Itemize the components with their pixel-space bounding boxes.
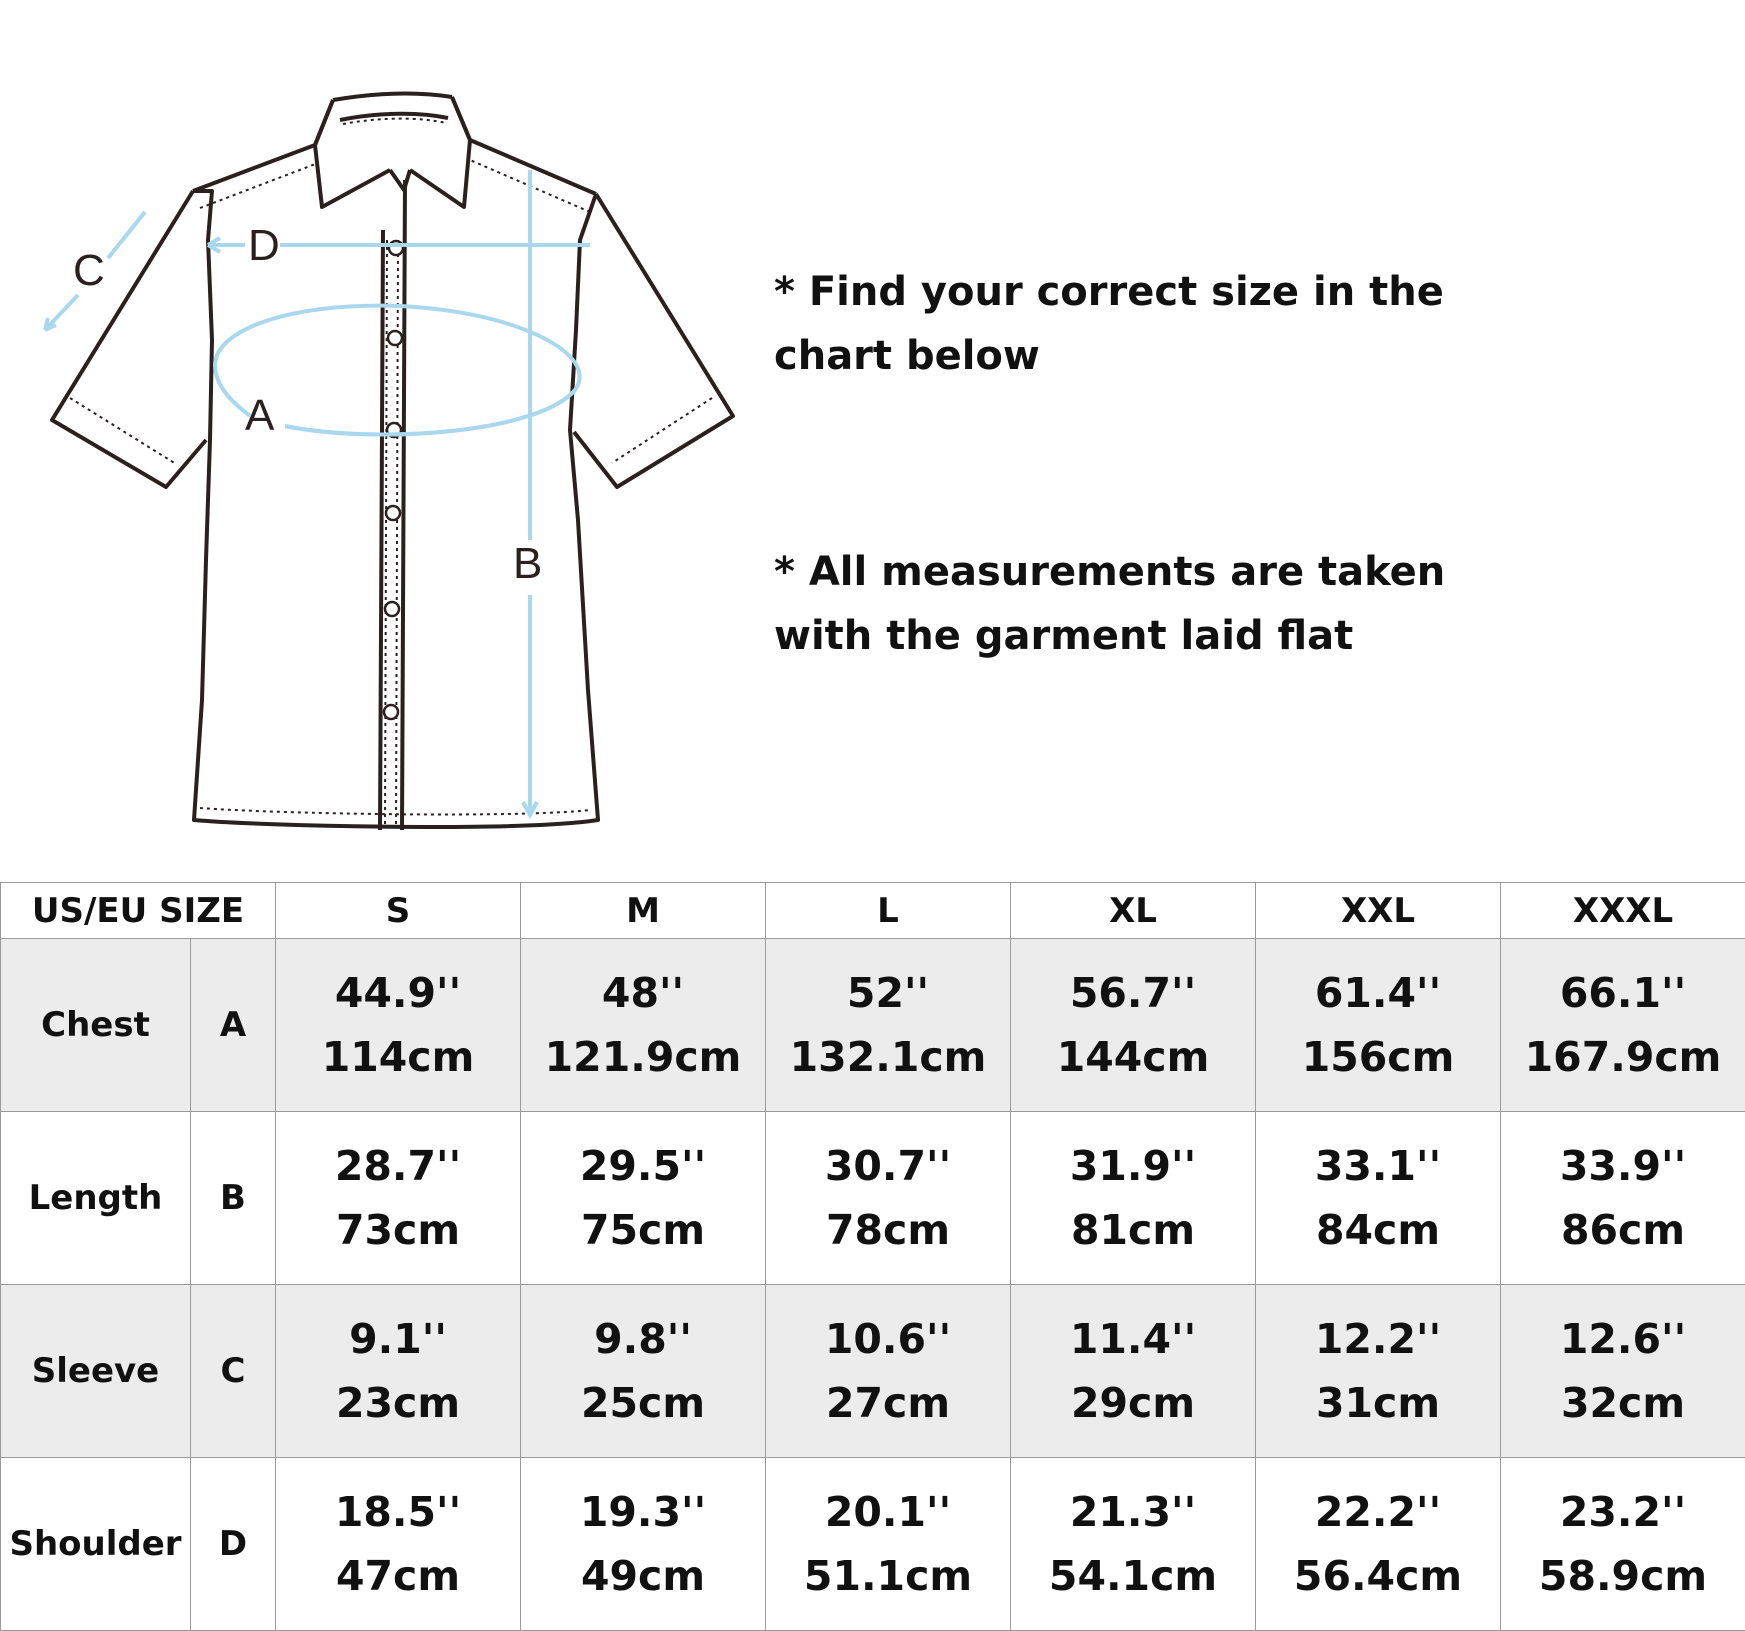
value-inches: 56.7'' bbox=[1069, 969, 1197, 1017]
value-cm: 81cm bbox=[1070, 1206, 1196, 1254]
size-col-header: M bbox=[521, 883, 766, 939]
value-inches: 33.1'' bbox=[1314, 1142, 1442, 1190]
value-cm: 132.1cm bbox=[789, 1033, 987, 1081]
value-inches: 9.1'' bbox=[349, 1315, 447, 1363]
value-cm: 54.1cm bbox=[1048, 1552, 1218, 1600]
value-inches: 20.1'' bbox=[824, 1488, 952, 1536]
value-inches: 61.4'' bbox=[1314, 969, 1442, 1017]
value-inches: 19.3'' bbox=[579, 1488, 707, 1536]
measurement-labels bbox=[73, 221, 542, 588]
measurement-lines bbox=[45, 170, 590, 815]
size-header-label: US/EU SIZE bbox=[1, 883, 276, 939]
size-col-header: S bbox=[276, 883, 521, 939]
size-header-row bbox=[1, 883, 1745, 939]
value-cm: 32cm bbox=[1560, 1379, 1686, 1427]
value-cm: 56.4cm bbox=[1293, 1552, 1463, 1600]
shirt-diagram bbox=[0, 0, 770, 870]
value-inches: 28.7'' bbox=[334, 1142, 462, 1190]
measure-value-cell bbox=[276, 1112, 521, 1285]
measure-value-cell bbox=[521, 1458, 766, 1631]
note-laid-flat: * All measurements are taken with the garment laid flat bbox=[774, 549, 1446, 659]
measure-value-cell bbox=[521, 1285, 766, 1458]
measure-value-cell bbox=[1256, 939, 1501, 1112]
value-inches: 11.4'' bbox=[1069, 1315, 1197, 1363]
label-c: C bbox=[73, 246, 105, 295]
value-inches: 33.9'' bbox=[1559, 1142, 1687, 1190]
label-b: B bbox=[513, 539, 543, 588]
value-inches: 44.9'' bbox=[334, 969, 462, 1017]
value-cm: 23cm bbox=[335, 1379, 461, 1427]
label-a: A bbox=[245, 391, 275, 440]
measure-value-cell bbox=[766, 1285, 1011, 1458]
measure-letter: A bbox=[191, 939, 276, 1112]
measure-value-cell bbox=[1501, 939, 1745, 1112]
value-cm: 58.9cm bbox=[1538, 1552, 1708, 1600]
value-inches: 52'' bbox=[846, 969, 930, 1017]
table-row bbox=[1, 939, 1745, 1112]
measure-value-cell bbox=[1011, 1112, 1256, 1285]
value-cm: 86cm bbox=[1560, 1206, 1686, 1254]
measure-value-cell bbox=[1501, 1458, 1745, 1631]
size-col-header: L bbox=[766, 883, 1011, 939]
value-inches: 12.6'' bbox=[1559, 1315, 1687, 1363]
value-cm: 51.1cm bbox=[803, 1552, 973, 1600]
measure-value-cell bbox=[1011, 1458, 1256, 1631]
value-cm: 167.9cm bbox=[1524, 1033, 1722, 1081]
size-table-body bbox=[1, 939, 1745, 1631]
measure-value-cell bbox=[766, 1112, 1011, 1285]
value-cm: 114cm bbox=[321, 1033, 475, 1081]
value-cm: 156cm bbox=[1301, 1033, 1455, 1081]
value-cm: 47cm bbox=[335, 1552, 461, 1600]
size-col-header: XL bbox=[1011, 883, 1256, 939]
value-cm: 25cm bbox=[580, 1379, 706, 1427]
table-row bbox=[1, 1285, 1745, 1458]
measure-name: Sleeve bbox=[1, 1285, 191, 1458]
value-inches: 31.9'' bbox=[1069, 1142, 1197, 1190]
value-cm: 31cm bbox=[1315, 1379, 1441, 1427]
size-col-header: XXXL bbox=[1501, 883, 1745, 939]
measure-letter: D bbox=[191, 1458, 276, 1631]
value-inches: 29.5'' bbox=[579, 1142, 707, 1190]
table-row bbox=[1, 1458, 1745, 1631]
measure-value-cell bbox=[1256, 1285, 1501, 1458]
value-inches: 18.5'' bbox=[334, 1488, 462, 1536]
value-cm: 121.9cm bbox=[544, 1033, 742, 1081]
value-cm: 27cm bbox=[825, 1379, 951, 1427]
value-inches: 21.3'' bbox=[1069, 1488, 1197, 1536]
value-inches: 22.2'' bbox=[1314, 1488, 1442, 1536]
measure-letter: B bbox=[191, 1112, 276, 1285]
measure-value-cell bbox=[1501, 1285, 1745, 1458]
value-cm: 78cm bbox=[825, 1206, 951, 1254]
value-inches: 12.2'' bbox=[1314, 1315, 1442, 1363]
value-inches: 30.7'' bbox=[824, 1142, 952, 1190]
value-inches: 66.1'' bbox=[1559, 969, 1687, 1017]
measure-value-cell bbox=[521, 939, 766, 1112]
measure-name: Chest bbox=[1, 939, 191, 1112]
measure-value-cell bbox=[276, 1458, 521, 1631]
measure-value-cell bbox=[521, 1112, 766, 1285]
measure-name: Shoulder bbox=[1, 1458, 191, 1631]
measure-value-cell bbox=[276, 939, 521, 1112]
size-col-header: XXL bbox=[1256, 883, 1501, 939]
table-row bbox=[1, 1112, 1745, 1285]
value-inches: 23.2'' bbox=[1559, 1488, 1687, 1536]
value-cm: 49cm bbox=[580, 1552, 706, 1600]
measure-value-cell bbox=[276, 1285, 521, 1458]
measure-value-cell bbox=[766, 939, 1011, 1112]
value-inches: 9.8'' bbox=[594, 1315, 692, 1363]
measure-value-cell bbox=[1501, 1112, 1745, 1285]
measure-letter: C bbox=[191, 1285, 276, 1458]
size-chart-table bbox=[0, 882, 1745, 1631]
value-cm: 75cm bbox=[580, 1206, 706, 1254]
value-cm: 144cm bbox=[1056, 1033, 1210, 1081]
value-cm: 29cm bbox=[1070, 1379, 1196, 1427]
measure-name: Length bbox=[1, 1112, 191, 1285]
value-inches: 48'' bbox=[601, 969, 685, 1017]
measure-value-cell bbox=[1256, 1112, 1501, 1285]
value-inches: 10.6'' bbox=[824, 1315, 952, 1363]
measure-value-cell bbox=[1011, 939, 1256, 1112]
value-cm: 84cm bbox=[1315, 1206, 1441, 1254]
measure-value-cell bbox=[766, 1458, 1011, 1631]
value-cm: 73cm bbox=[335, 1206, 461, 1254]
measure-value-cell bbox=[1011, 1285, 1256, 1458]
measure-value-cell bbox=[1256, 1458, 1501, 1631]
label-d: D bbox=[248, 221, 280, 270]
note-find-size: * Find your correct size in the chart below bbox=[774, 269, 1444, 379]
